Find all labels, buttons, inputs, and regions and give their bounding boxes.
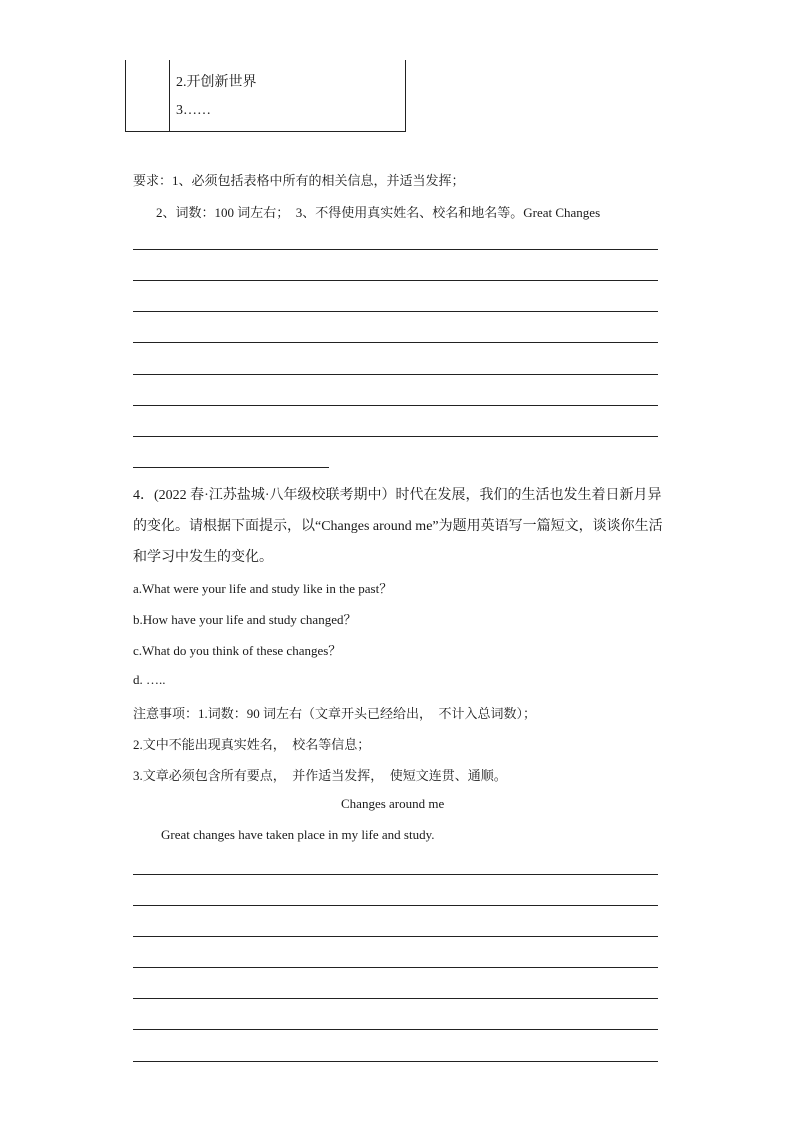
note-line-3: 3.文章必须包含所有要点， 并作适当发挥， 使短文连贯、通顺。 xyxy=(133,768,507,783)
info-table-fragment xyxy=(125,60,406,132)
prompt-a: a.What were your life and study like in the past？ xyxy=(133,581,393,596)
writing-line xyxy=(133,1029,658,1030)
writing-line xyxy=(133,249,658,250)
prompt-d: d. ….. xyxy=(133,672,166,687)
writing-line-short xyxy=(133,467,329,468)
question-4-intro-line-1: 4．(2022 春·江苏盐城·八年级校联考期中）时代在发展，我们的生活也发生着日新月异 xyxy=(133,488,662,503)
essay-title: Changes around me xyxy=(341,796,445,811)
requirement-line-2: 2、词数：100 词左右； 3、不得使用真实姓名、校名和地名等。Great Changes xyxy=(156,205,601,220)
writing-line xyxy=(133,1061,658,1062)
table-cell-line-1: 2.开创新世界 xyxy=(176,75,257,90)
table-border-bottom xyxy=(125,131,406,132)
table-border-left xyxy=(125,60,126,132)
table-cell-line-2: 3…… xyxy=(176,103,211,118)
writing-line xyxy=(133,436,658,437)
writing-line xyxy=(133,374,658,375)
prompt-c: c.What do you think of these changes？ xyxy=(133,643,342,658)
essay-opening-sentence: Great changes have taken place in my life and study. xyxy=(161,827,435,842)
requirement-line-1: 要求：1、必须包括表格中所有的相关信息，并适当发挥； xyxy=(133,173,465,188)
note-line-2: 2.文中不能出现真实姓名， 校名等信息； xyxy=(133,737,371,752)
prompt-b: b.How have your life and study changed？ xyxy=(133,612,357,627)
note-line-1: 注意事项：1.词数：90 词左右（文章开头已经给出， 不计入总词数）； xyxy=(133,706,537,721)
question-4-intro-line-3: 和学习中发生的变化。 xyxy=(133,550,273,565)
writing-line xyxy=(133,280,658,281)
writing-line xyxy=(133,967,658,968)
writing-line xyxy=(133,905,658,906)
writing-line xyxy=(133,342,658,343)
writing-line xyxy=(133,405,658,406)
question-4-intro-line-2: 的变化。请根据下面提示，以“Changes around me”为题用英语写一篇短文，谈谈你生活 xyxy=(133,519,663,534)
table-column-divider xyxy=(169,60,170,132)
writing-line xyxy=(133,998,658,999)
table-border-right xyxy=(405,60,406,132)
writing-line xyxy=(133,311,658,312)
writing-line xyxy=(133,936,658,937)
writing-line xyxy=(133,874,658,875)
